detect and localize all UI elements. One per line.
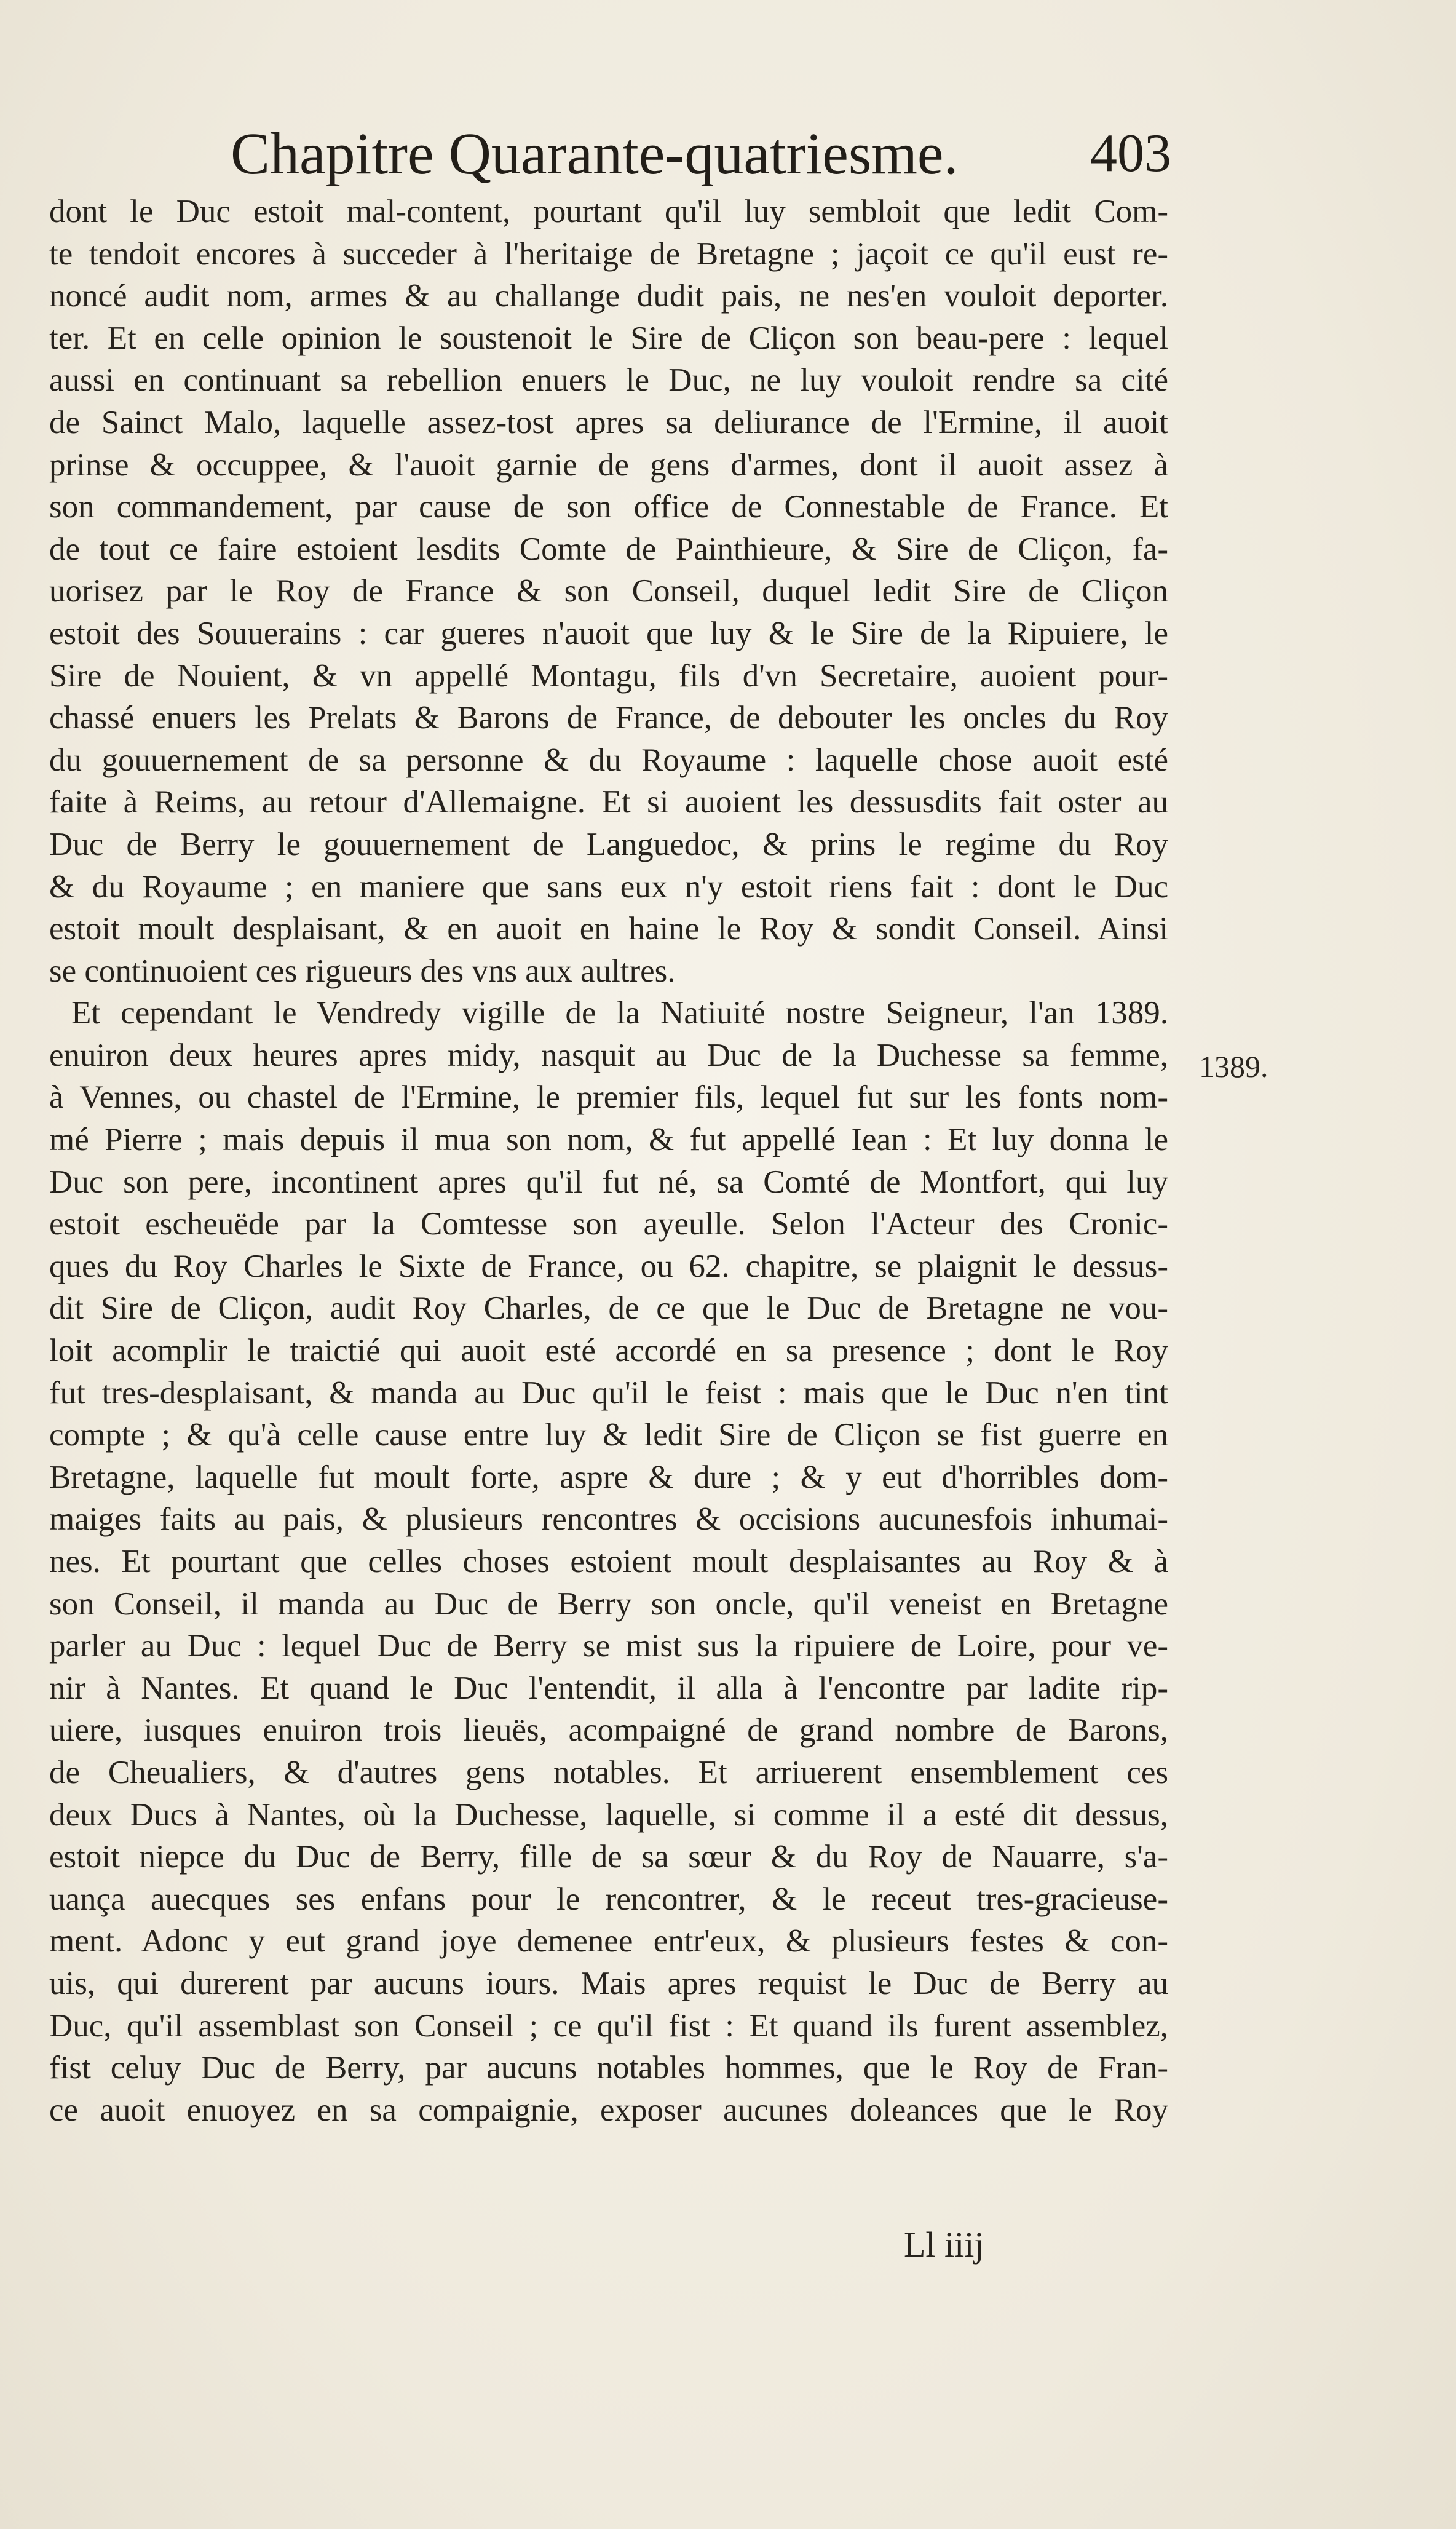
text-line: compte ; & qu'à celle cause entre luy & ledit Sire de Cliçon se fist guerre en: [49, 1417, 1168, 1453]
text-line: son commandement, par cause de son office de Connestable de France. Et: [49, 489, 1168, 525]
text-line: estoit des Souuerains : car gueres n'auoit que luy & le Sire de la Ripuiere, le: [49, 615, 1168, 651]
text-line: te tendoit encores à succeder à l'heritaige de Bretagne ; jaçoit ce qu'il eust re-: [49, 236, 1168, 272]
text-line: estoit escheuëde par la Comtesse son ayeulle. Selon l'Acteur des Cronic-: [49, 1206, 1168, 1242]
text-line: ques du Roy Charles le Sixte de France, ou 62. chapitre, se plaignit le dessus-: [49, 1248, 1168, 1284]
text-line: dont le Duc estoit mal-content, pourtant qu'il luy sembloit que ledit Com-: [49, 194, 1168, 229]
text-line: aussi en continuant sa rebellion enuers le Duc, ne luy vouloit rendre sa cité: [49, 362, 1168, 399]
signature-mark: Ll iiij: [904, 2225, 984, 2265]
page-number: 403: [1090, 124, 1171, 183]
text-line: son Conseil, il manda au Duc de Berry son oncle, qu'il veneist en Bretagne: [49, 1586, 1168, 1622]
text-line: maiges faits au pais, & plusieurs rencontres & occisions aucunesfois inhumai-: [49, 1501, 1168, 1538]
text-line: Duc de Berry le gouuernement de Languedoc, & prins le regime du Roy: [49, 826, 1168, 862]
text-line: nes. Et pourtant que celles choses estoient moult desplaisantes au Roy & à: [49, 1544, 1168, 1579]
text-line: prinse & occuppee, & l'auoit garnie de gens d'armes, dont il auoit assez à: [49, 447, 1168, 483]
text-line: Duc, qu'il assemblast son Conseil ; ce qu'il fist : Et quand ils furent assemblez,: [49, 2007, 1168, 2044]
text-line: deux Ducs à Nantes, où la Duchesse, laquelle, si comme il a esté dit dessus,: [49, 1797, 1168, 1833]
text-line: Sire de Nouient, & vn appellé Montagu, fils d'vn Secretaire, auoient pour-: [49, 657, 1168, 694]
text-line: Duc son pere, incontinent apres qu'il fut né, sa Comté de Montfort, qui luy: [49, 1164, 1168, 1200]
text-line: uis, qui durerent par aucuns iours. Mais apres requist le Duc de Berry au: [49, 1965, 1168, 2001]
text-line: dit Sire de Cliçon, audit Roy Charles, de ce que le Duc de Bretagne ne vou-: [49, 1290, 1168, 1327]
chapter-title: Chapitre Quarante-quatriesme.: [231, 121, 959, 186]
text-line: mé Pierre ; mais depuis il mua son nom, & fut appellé Iean : Et luy donna le: [49, 1122, 1168, 1158]
text-line: faite à Reims, au retour d'Allemaigne. Et si auoient les dessusdits fait oster au: [49, 784, 1168, 820]
text-line: ce auoit enuoyez en sa compaignie, exposer aucunes doleances que le Roy: [49, 2092, 1168, 2128]
running-header: [231, 117, 1171, 191]
text-line: à Vennes, ou chastel de l'Ermine, le premier fils, lequel fut sur les fonts nom-: [49, 1079, 1168, 1116]
text-line: fut tres-desplaisant, & manda au Duc qu'il le feist : mais que le Duc n'en tint: [49, 1375, 1168, 1411]
text-line: fist celuy Duc de Berry, par aucuns notables hommes, que le Roy de Fran-: [49, 2050, 1168, 2086]
text-line: de Sainct Malo, laquelle assez-tost apres sa deliurance de l'Ermine, il auoit: [49, 404, 1168, 440]
text-line: uorisez par le Roy de France & son Conseil, duquel ledit Sire de Cliçon: [49, 573, 1168, 609]
text-line: noncé audit nom, armes & au challange dudit pais, ne nes'en vouloit deporter.: [49, 278, 1168, 314]
text-line: ment. Adonc y eut grand joye demenee entr'eux, & plusieurs festes & con-: [49, 1923, 1168, 1959]
text-line: se continuoient ces rigueurs des vns aux aultres.: [49, 953, 676, 989]
text-line: chassé enuers les Prelats & Barons de France, de debouter les oncles du Roy: [49, 700, 1168, 736]
text-line: du gouuernement de sa personne & du Royaume : laquelle chose auoit esté: [49, 742, 1168, 778]
text-line: nir à Nantes. Et quand le Duc l'entendit, il alla à l'encontre par ladite rip-: [49, 1670, 1168, 1706]
text-line: uiere, iusques enuiron trois lieuës, acompaigné de grand nombre de Barons,: [49, 1712, 1168, 1749]
margin-year-note: 1389.: [1199, 1049, 1268, 1084]
text-line: Bretagne, laquelle fut moult forte, aspre & dure ; & y eut d'horribles dom-: [49, 1459, 1168, 1495]
text-line: de Cheualiers, & d'autres gens notables. Et arriuerent ensemblement ces: [49, 1754, 1168, 1790]
text-line: de tout ce faire estoient lesdits Comte de Painthieure, & Sire de Cliçon, fa-: [49, 531, 1168, 567]
text-line: & du Royaume ; en maniere que sans eux n'y estoit riens fait : dont le Duc: [49, 868, 1168, 905]
text-line: estoit moult desplaisant, & en auoit en haine le Roy & sondit Conseil. Ainsi: [49, 911, 1168, 947]
body-text: [49, 191, 1168, 2131]
text-line: loit acomplir le traictié qui auoit esté accordé en sa presence ; dont le Roy: [49, 1333, 1168, 1369]
text-line: enuiron deux heures apres midy, nasquit au Duc de la Duchesse sa femme,: [49, 1037, 1168, 1073]
text-line: Et cependant le Vendredy vigille de la Natiuité nostre Seigneur, l'an 1389.: [71, 995, 1168, 1031]
text-line: estoit niepce du Duc de Berry, fille de sa sœur & du Roy de Nauarre, s'a-: [49, 1839, 1168, 1875]
text-line: uança auecques ses enfans pour le rencontrer, & le receut tres-gracieuse-: [49, 1881, 1168, 1917]
text-line: ter. Et en celle opinion le soustenoit le Sire de Cliçon son beau-pere : lequel: [49, 320, 1168, 356]
text-line: parler au Duc : lequel Duc de Berry se mist sus la ripuiere de Loire, pour ve-: [49, 1628, 1168, 1664]
